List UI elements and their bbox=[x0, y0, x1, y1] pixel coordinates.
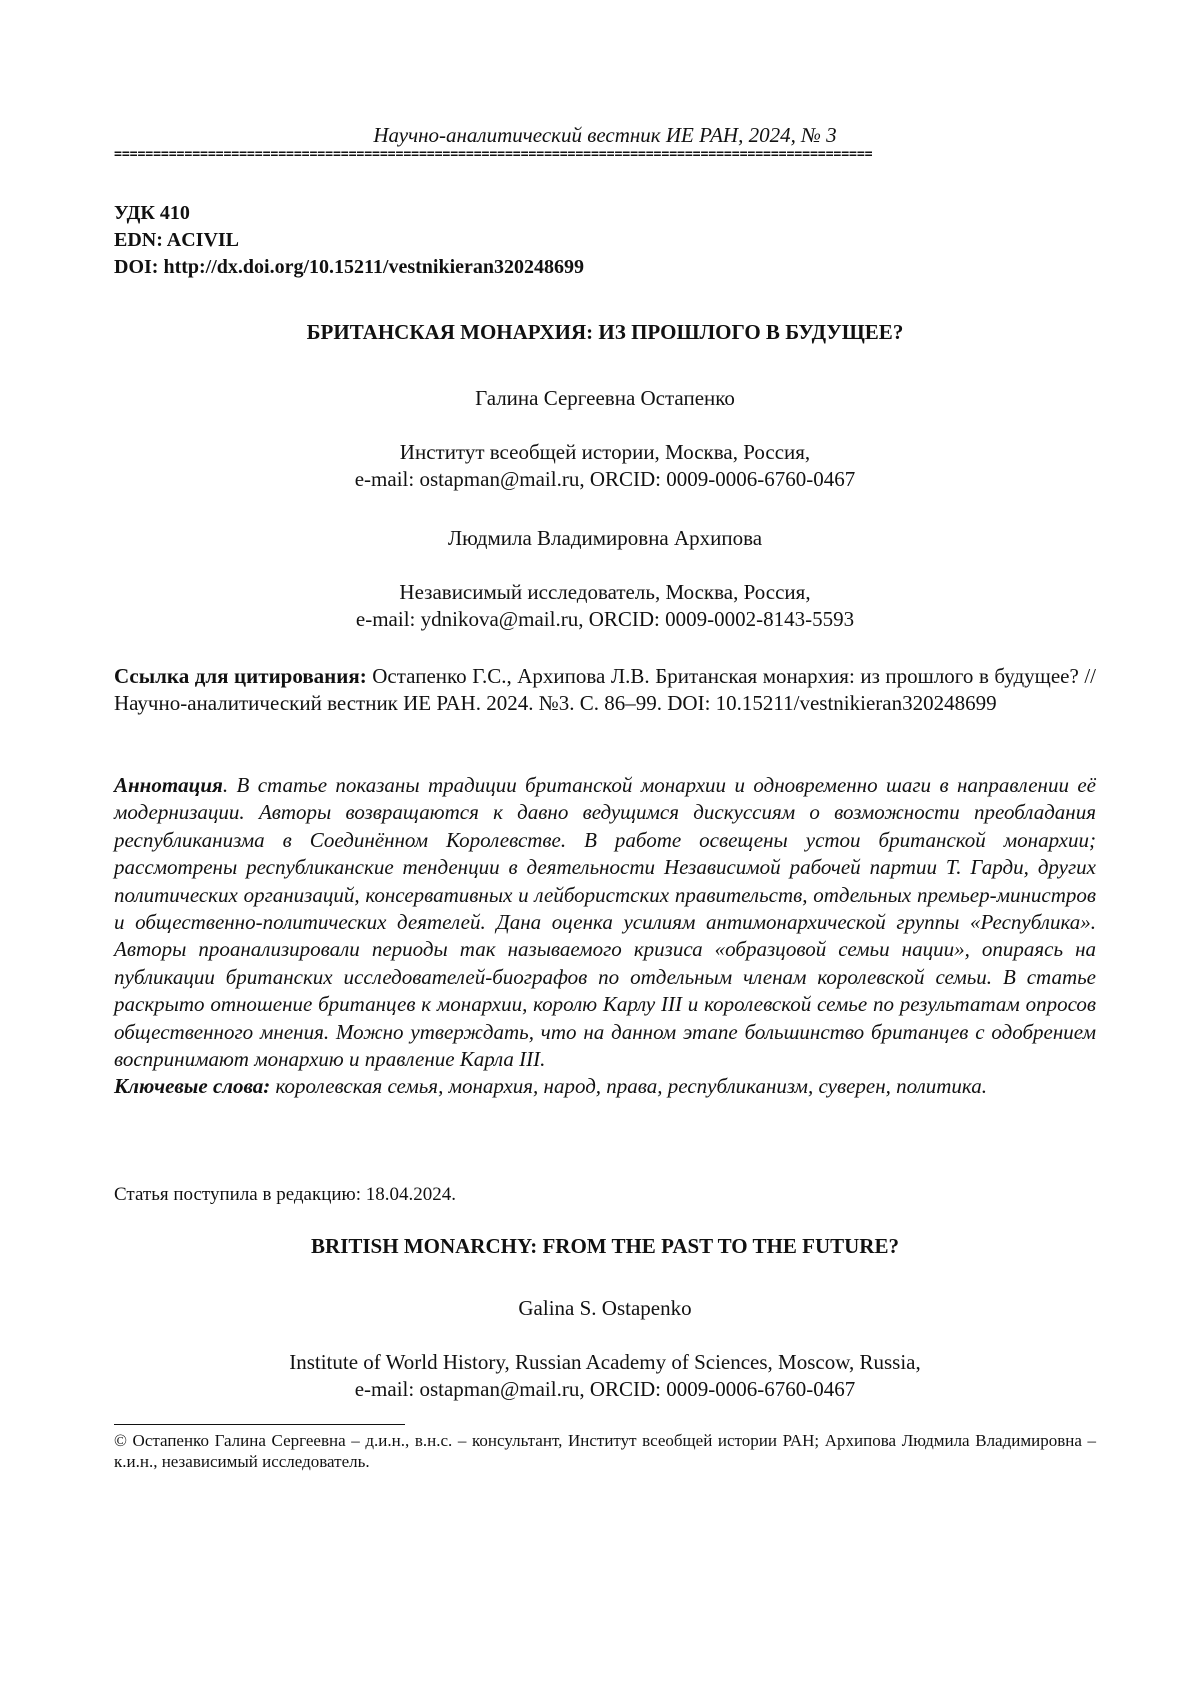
article-identifiers bbox=[114, 200, 1096, 281]
keywords-label: Ключевые слова: bbox=[114, 1074, 271, 1099]
running-head: Научно-аналитический вестник ИЕ РАН, 2024, № 3 bbox=[373, 123, 837, 147]
author1-institution-en: Institute of World History, Russian Academy of Sciences, Moscow, Russia, bbox=[289, 1350, 921, 1374]
author1-affiliation-en bbox=[114, 1349, 1096, 1403]
author2-name-ru: Людмила Владимировна Архипова bbox=[447, 526, 763, 550]
citation-text: Остапенко Г.С., Архипова Л.В. Британская монархия: из прошлого в будущее? // Научно-аналитический вестник ИЕ РАН. 2024. №3. С. 86–99. DOI: 10.15211/vestnikieran320248699 bbox=[114, 664, 1096, 715]
abstract-section bbox=[114, 772, 1096, 1101]
author1-institution: Институт всеобщей истории, Москва, Россия, bbox=[399, 440, 811, 464]
author1-contact-en: e-mail: ostapman@mail.ru, ORCID: 0009-0006-6760-0467 bbox=[354, 1377, 856, 1401]
keywords-paragraph bbox=[114, 1073, 1096, 1100]
author1-affiliation-ru bbox=[114, 439, 1096, 493]
author2-contact: e-mail: ydnikova@mail.ru, ORCID: 0009-0002-8143-5593 bbox=[355, 607, 855, 631]
citation-label: Ссылка для цитирования: bbox=[114, 664, 367, 688]
keywords-text: королевская семья, монархия, народ, права, республиканизм, суверен, политика. bbox=[270, 1074, 987, 1099]
abstract-text: . В статье показаны традиции британской монархии и одновременно шаги в направлении её модернизации. Авторы возвращаются к давно ведущимся дискуссиям о возможности преобладания республиканизма в Соединённом Королевстве. В работе освещены устои британской монархии; рассмотрены республиканские тенденции в деятельности Независимой рабочей партии Т. Гарди, других политических организаций, консервативных и лейбористских правительств, отдельных премьер-министров и общественно-политических деятелей. Дана оценка усилиям антимонархической группы «Республика». Авторы проанализировали периоды так называемого кризиса «образцовой семьи нации», опираясь на публикации британских исследователей-биографов по отдельным членам королевской семьи. В статье раскрыто отношение британцев к монархии, королю Карлу III и королевской семье по результатам опросов общественного мнения. Можно утверждать, что на данном этапе большинство британцев с одобрением воспринимают монархию и правление Карла III. bbox=[114, 773, 1096, 1072]
author2-institution: Независимый исследователь, Москва, Россия, bbox=[399, 580, 811, 604]
edn-code: EDN: ACIVIL bbox=[114, 229, 240, 251]
article-title-ru: БРИТАНСКАЯ МОНАРХИЯ: ИЗ ПРОШЛОГО В БУДУЩЕЕ? bbox=[306, 320, 904, 344]
author1-contact: e-mail: ostapman@mail.ru, ORCID: 0009-0006-6760-0467 bbox=[354, 467, 856, 491]
article-title-en: BRITISH MONARCHY: FROM THE PAST TO THE FUTURE? bbox=[311, 1234, 899, 1258]
abstract-paragraph bbox=[114, 772, 1096, 1073]
doi-link[interactable]: DOI: http://dx.doi.org/10.15211/vestnikieran320248699 bbox=[114, 256, 585, 278]
received-date: Статья поступила в редакцию: 18.04.2024. bbox=[114, 1184, 457, 1205]
author1-name-ru: Галина Сергеевна Остапенко bbox=[475, 386, 735, 410]
abstract-label: Аннотация bbox=[114, 773, 223, 797]
footnote: © Остапенко Галина Сергеевна – д.и.н., в.н.с. – консультант, Институт всеобщей истории РАН; Архипова Людмила Владимировна – к.и.н., независимый исследователь. bbox=[114, 1431, 1096, 1471]
header-separator: ================================================================================================= bbox=[114, 148, 873, 162]
udk-code: УДК 410 bbox=[114, 202, 190, 224]
author2-affiliation-ru bbox=[114, 579, 1096, 633]
author1-name-en: Galina S. Ostapenko bbox=[518, 1296, 692, 1320]
citation-paragraph bbox=[114, 663, 1096, 717]
footnote-divider bbox=[114, 1424, 405, 1425]
